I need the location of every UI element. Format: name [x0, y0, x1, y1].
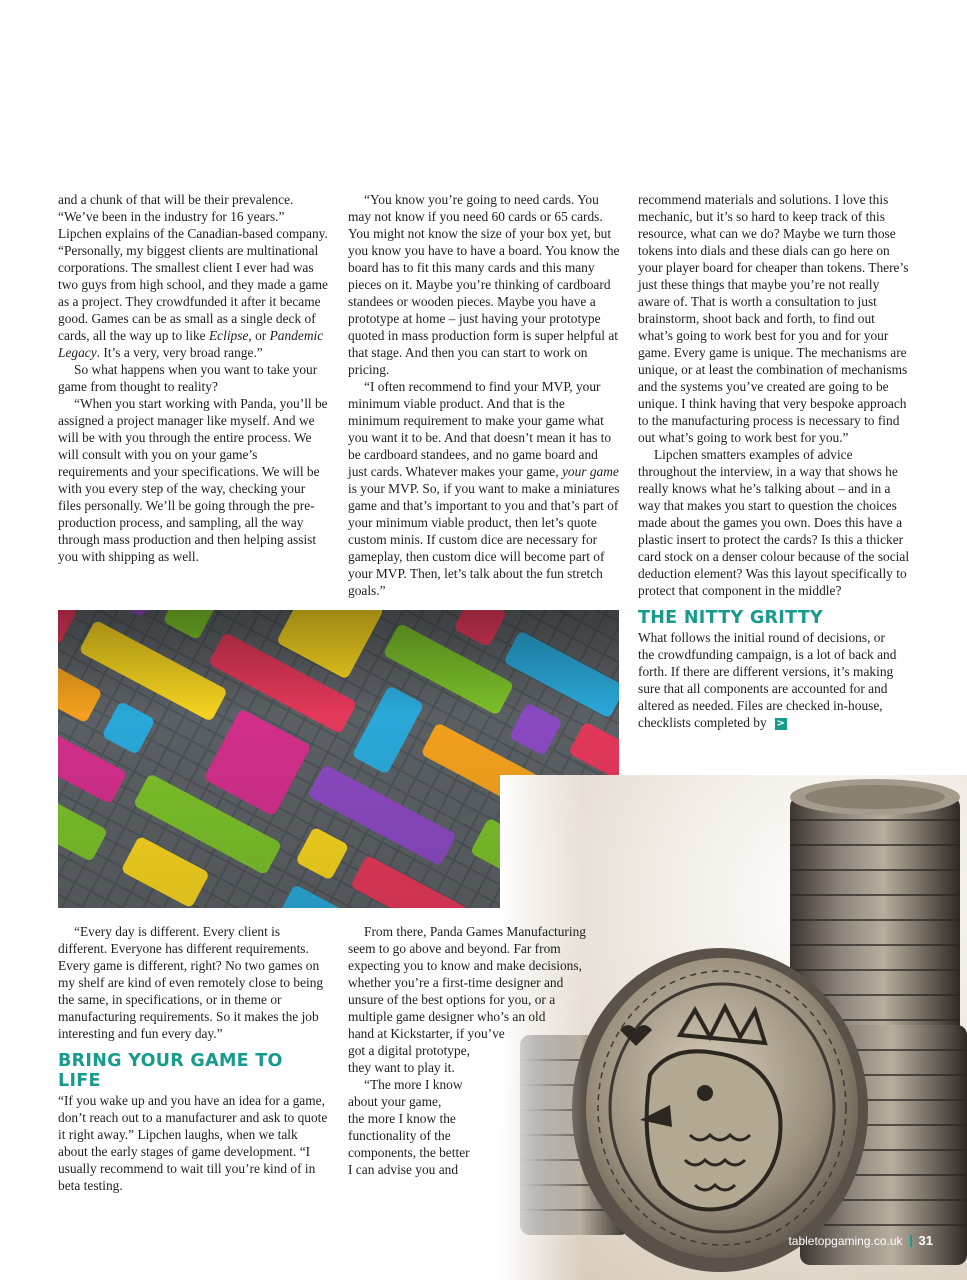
game-title: Eclipse: [208, 328, 249, 343]
section-heading: BRING YOUR GAME TO LIFE: [58, 1051, 283, 1091]
text-line: got a digital prototype,: [348, 1043, 470, 1058]
section-heading: THE NITTY GRITTY: [638, 608, 823, 628]
text-line: From there, Panda Games Manufacturing: [364, 924, 586, 939]
page-footer: [788, 1233, 933, 1248]
website-url: tabletopgaming.co.uk: [788, 1233, 903, 1248]
text-line: the more I know the: [348, 1111, 456, 1126]
text-line: components, the better: [348, 1145, 470, 1160]
footer-divider: [910, 1235, 912, 1247]
continue-arrow-icon: >: [776, 717, 785, 729]
page-number: 31: [918, 1233, 933, 1248]
paragraph: What follows the initial round of decisions, or the crowdfunding campaign, is a lot of back and forth. If there are different versions, it’s making sure that all components are accounted for and altered as needed. Files are checked in-house, checklists completed by >: [638, 630, 897, 730]
column-2-top: [348, 191, 620, 599]
emphasis: your game: [561, 464, 619, 479]
text-line: “The more I know: [364, 1077, 463, 1092]
paragraph: “You know you’re going to need cards. You may not know if you need 60 cards or 65 cards. You might not know the size of your box yet, but you know you have to have a board. You know the board has to fit this many cards and this many pieces on it. Maybe you’re thinking of cardboard standees or wooden pieces. Maybe you have a prototype at home – just having your prototype quoted in mass production form is super helpful at that stage. And then you can start to work on pricing.: [348, 192, 620, 377]
column-1-top: [58, 191, 330, 565]
text-line: hand at Kickstarter, if you’ve: [348, 1026, 505, 1041]
game-title: Pandemic Legacy: [58, 328, 324, 360]
paragraph: “Every day is different. Every client is different. Everyone has different requirements. Every game is different, right? No two games on my shelf are kind of even remotely close to being the same, in specifications, or in theme or manufacturing requirements. So it makes the job interesting and fun every day.”: [58, 924, 324, 1041]
text-line: multiple game designer who’s an old: [348, 1009, 546, 1024]
paragraph: “I often recommend to find your MVP, your minimum viable product. And that is the minimum requirement to make your game what you want it to be. And that doesn’t mean it has to be cardboard standees, and no game board and just cards. Whatever makes your game, your game is your MVP. So, if you want to make a miniatures game and that’s important to you and that’s part of your minimum viable product, then let’s quote custom minis. If custom dice are necessary for gameplay, then custom dice will become part of your MVP. Then, let’s talk about the fun stretch goals.”: [348, 379, 620, 598]
paragraph: So what happens when you want to take your game from thought to reality?: [58, 362, 318, 394]
text-line: whether you’re a first-time designer and: [348, 975, 564, 990]
text-line: functionality of the: [348, 1128, 451, 1143]
text-line: expecting you to know and make decisions,: [348, 958, 582, 973]
paragraph: “When you start working with Panda, you’ll be assigned a project manager like myself. And we will be with you through the entire process. We will consult with you on your game’s requirements and your specifications. We will be with you every step of the way, checking your files personally. We’ll be going through the pre-production process, and sampling, all the way through mass production and then helping assist you with shipping as well.: [58, 396, 328, 564]
column-2-bottom: [348, 923, 638, 1178]
column-3: [638, 191, 910, 731]
text-line: I can advise you and: [348, 1162, 459, 1177]
text-line: unsure of the best options for you, or a: [348, 992, 556, 1007]
paragraph: Lipchen smatters examples of advice throughout the interview, in a way that shows he really knows what he’s talking about – and in a way that makes you start to question the choices made about the games you own. Does this have a plastic insert to protect the cards? Is this a thicker card stock on a denser colour because of the social deduction element? Was this layout specifically to protect that component in the middle?: [638, 447, 910, 598]
text-line: seem to go above and beyond. Far from: [348, 941, 561, 956]
text-line: about your game,: [348, 1094, 442, 1109]
paragraph: recommend materials and solutions. I love this mechanic, but it’s so hard to keep track of this resource, what can we do? Maybe we turn those tokens into dials and these dials can go here on your player board for cheaper than tokens. There’s just these things that maybe you’re not really aware of. That is worth a consultation to just brainstorm, shoot back and forth, to find out what’s going to work best for you and for your game. Every game is unique. The mechanisms are unique, or at least the combination of mechanisms and the systems you’ve created are going to be unique. I think having that very bespoke approach to the manufacturing process is necessary to find out what’s going to work best for you.”: [638, 192, 909, 445]
text-line: they want to play it.: [348, 1060, 455, 1075]
paragraph: “If you wake up and you have an idea for a game, don’t reach out to a manufacturer and ask to quote it right away.” Lipchen laughs, when we talk about the early stages of game development. “I usually recommend to wait till you’re kind of in beta testing.: [58, 1093, 328, 1193]
paragraph: and a chunk of that will be their prevalence. “We’ve been in the industry for 16 years.” Lipchen explains of the Canadian-based company. “Personally, my biggest clients are multinational corporations. The smallest client I ever had was two guys from high school, and they made a game as a project. They crowdfunded it after it became good. Games can be as small as a single deck of cards, all the way up to like Eclipse, or Pandemic Legacy. It’s a very, very broad range.”: [58, 192, 328, 360]
column-1-bottom: [58, 923, 330, 1194]
